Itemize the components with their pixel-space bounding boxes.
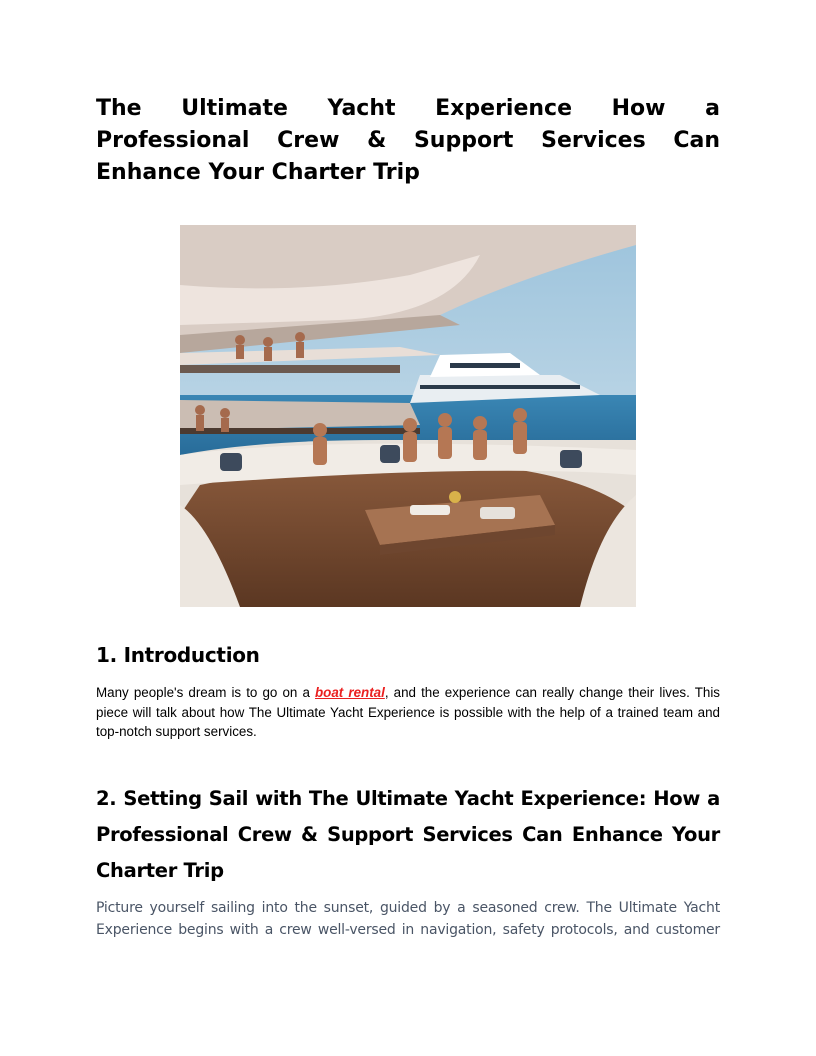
boat-rental-link[interactable]: boat rental	[315, 685, 385, 700]
setting-sail-paragraph: Picture yourself sailing into the sunset, guided by a seasoned crew. The Ultimate Yacht Experience begins with a crew well-versed in navigation, safety protocols, and customer	[96, 900, 720, 938]
introduction-paragraph	[96, 683, 720, 742]
intro-text-before-link: Many people's dream is to go on a	[96, 685, 315, 700]
yacht-deck-image	[180, 225, 636, 607]
intro-text-after-link: , and the experience can really change their lives. This piece will talk about how The Ultimate Yacht Experience is possible with the help of a trained team and top-notch support services.	[96, 685, 720, 739]
section-heading-setting-sail: 2. Setting Sail with The Ultimate Yacht Experience: How a Professional Crew & Support Services Can Enhance Your Charter Trip	[96, 787, 720, 882]
document-title: The Ultimate Yacht Experience How a Professional Crew & Support Services Can Enhance Your Charter Trip	[96, 96, 720, 185]
section-heading-introduction: 1. Introduction	[96, 643, 260, 667]
